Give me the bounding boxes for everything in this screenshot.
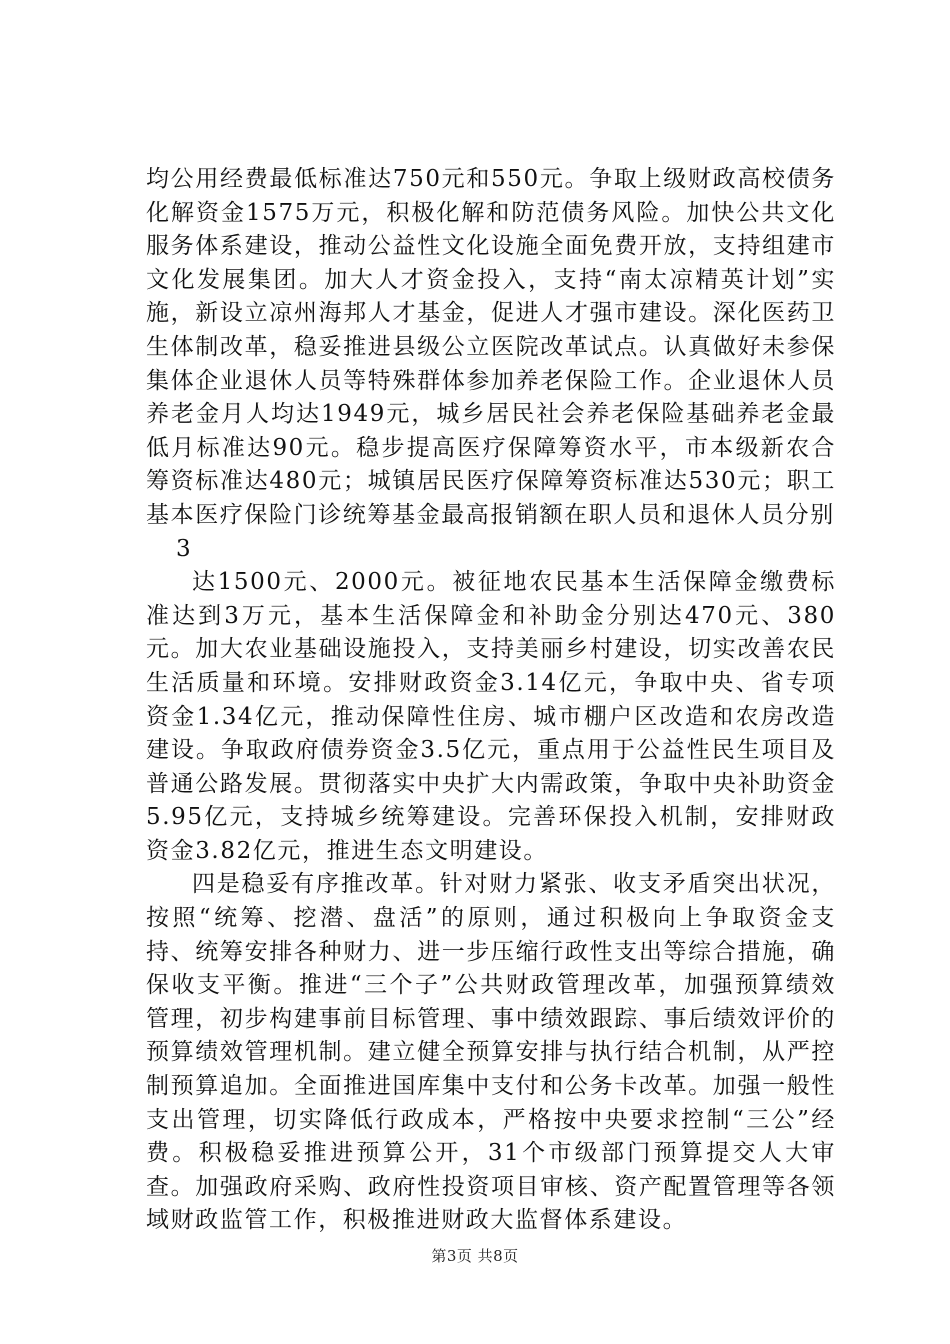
page-footer: 第3页 共8页 (431, 1247, 519, 1265)
paragraph-continued: 均公用经费最低标准达750元和550元。争取上级财政高校债务化解资金1575万元，积极化解和防范债务风险。加快公共文化服务体系建设，推动公益性文化设施全面免费开放，支持组建市文化发展集团。加大人才资金投入，支持“南太凉精英计划”实施，新设立凉州海邦人才基金，促进人才强市建设。深化医药卫生体制改革，稳妥推进县级公立医院改革试点。认真做好未参保集体企业退休人员等特殊群体参加养老保险工作。企业退休人员养老金月人均达1949元，城乡居民社会养老保险基础养老金最低月标准达90元。稳步提高医疗保障筹资水平，市本级新农合筹资标准达480元；城镇居民医疗保障筹资标准达530元；职工基本医疗保险门诊统筹基金最高报销额在职人员和退休人员分别 (146, 166, 836, 528)
paragraph-reform: 四是稳妥有序推改革。针对财力紧张、收支矛盾突出状况，按照“统筹、挖潜、盘活”的原则，通过积极向上争取资金支持、统筹安排各种财力、进一步压缩行政性支出等综合措施，确保收支平衡。推进“三个子”公共财政管理改革，加强预算绩效管理，初步构建事前目标管理、事中绩效跟踪、事后绩效评价的预算绩效管理机制。建立健全预算安排与执行结合机制，从严控制预算追加。全面推进国库集中支付和公务卡改革。加强一般性支出管理，切实降低行政成本，严格按中央要求控制“三公”经费。积极稳妥推进预算公开，31个市级部门预算提交人大审查。加强政府采购、政府性投资项目审核、资产配置管理等各领域财政监管工作，积极推进财政大监督体系建设。 (146, 871, 836, 1234)
inline-page-number: 3 (176, 535, 193, 562)
paragraph-livelihood: 达1500元、2000元。被征地农民基本生活保障金缴费标准达到3万元，基本生活保障金和补助金分别达470元、380元。加大农业基础设施投入，支持美丽乡村建设，切实改善农民生活质量和环境。安排财政资金3.14亿元，争取中央、省专项资金1.34亿元，推动保障性住房、城市棚户区改造和农房改造建设。争取政府债券资金3.5亿元，重点用于公益性民生项目及普通公路发展。贯彻落实中央扩大内需政策，争取中央补助资金5.95亿元，支持城乡统筹建设。完善环保投入机制，安排财政资金3.82亿元，推进生态文明建设。 (146, 569, 836, 864)
document-body (146, 163, 836, 1238)
